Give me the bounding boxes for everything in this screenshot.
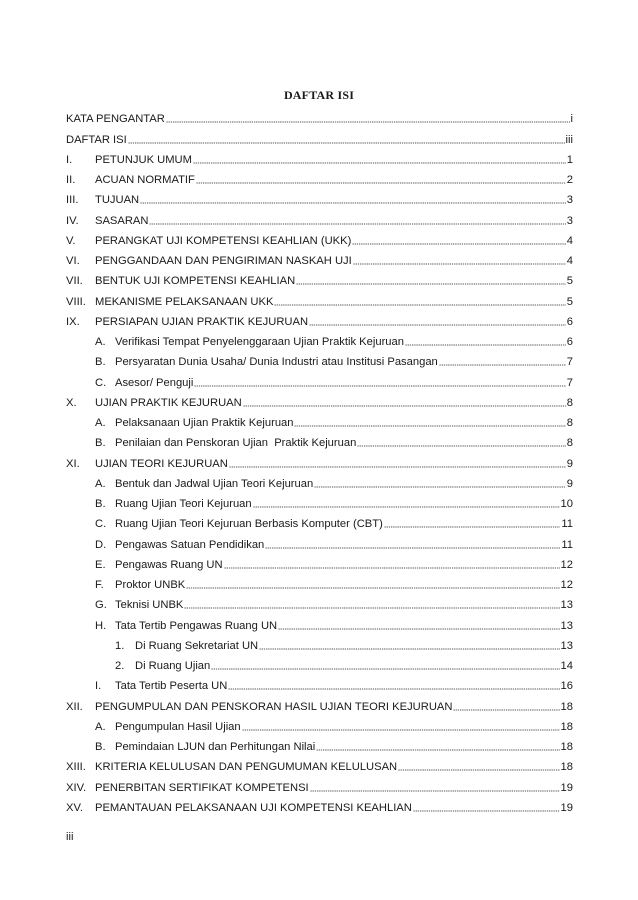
toc-entry[interactable] bbox=[66, 592, 573, 612]
toc-entry-number: H. bbox=[95, 619, 107, 632]
toc-entry-page: 7 bbox=[566, 376, 573, 389]
toc-entry-title: Proktor UNBK bbox=[115, 579, 186, 591]
toc-entry-page: 18 bbox=[560, 700, 573, 713]
toc-entry-number: B. bbox=[95, 437, 106, 450]
toc-dot-leader bbox=[242, 729, 560, 731]
toc-entry-title: TUJUAN bbox=[95, 194, 140, 207]
toc-dot-leader bbox=[294, 425, 565, 427]
toc-dot-leader bbox=[352, 243, 565, 245]
toc-entry-page: iii bbox=[565, 133, 573, 146]
toc-entry[interactable] bbox=[66, 673, 573, 693]
toc-entry-page: 2 bbox=[566, 174, 573, 186]
toc-entry[interactable] bbox=[66, 390, 573, 410]
toc-entry-number: C. bbox=[95, 518, 107, 531]
toc-dot-leader bbox=[196, 182, 566, 184]
toc-entry-number: A. bbox=[95, 720, 106, 733]
toc-entry-title: Di Ruang Ujian bbox=[135, 660, 211, 672]
toc-entry[interactable] bbox=[66, 248, 573, 268]
toc-entry[interactable] bbox=[66, 633, 573, 653]
toc-entry-title: UJIAN TEORI KEJURUAN bbox=[95, 457, 228, 470]
toc-dot-leader bbox=[224, 567, 560, 569]
toc-entry-title: Teknisi UNBK bbox=[115, 599, 184, 612]
toc-entry-title: Ruang Ujian Teori Kejuruan Berbasis Komputer (CBT) bbox=[115, 518, 383, 531]
toc-entry[interactable] bbox=[66, 268, 573, 288]
toc-entry[interactable] bbox=[66, 795, 573, 815]
toc-entry[interactable] bbox=[66, 147, 573, 167]
toc-entry-number: XI. bbox=[66, 457, 80, 470]
toc-entry-number: C. bbox=[95, 376, 107, 389]
toc-entry-number: I. bbox=[95, 680, 102, 693]
toc-entry-title: Pengumpulan Hasil Ujian bbox=[115, 720, 241, 733]
toc-dot-leader bbox=[128, 142, 565, 144]
toc-entry-title: PERANGKAT UJI KOMPETENSI KEAHLIAN (UKK) bbox=[95, 234, 352, 247]
toc-dot-leader bbox=[453, 709, 559, 711]
toc-entry-number: VII. bbox=[66, 275, 83, 288]
toc-entry-number: G. bbox=[95, 599, 107, 612]
toc-entry[interactable] bbox=[66, 471, 573, 491]
toc-dot-leader bbox=[310, 790, 560, 792]
toc-entry[interactable] bbox=[66, 653, 573, 673]
toc-entry-number: A. bbox=[95, 417, 106, 429]
toc-entry-number: 1. bbox=[115, 639, 125, 652]
toc-dot-leader bbox=[296, 283, 566, 285]
toc-dot-leader bbox=[384, 526, 561, 528]
toc-entry-title: PENGGANDAAN DAN PENGIRIMAN NASKAH UJI bbox=[95, 255, 352, 267]
toc-entry-number: V. bbox=[66, 234, 76, 247]
toc-dot-leader bbox=[243, 405, 566, 407]
toc-entry[interactable] bbox=[66, 450, 573, 470]
toc-entry-number: XIII. bbox=[66, 761, 86, 774]
toc-dot-leader bbox=[278, 628, 559, 630]
page-title: DAFTAR ISI bbox=[283, 88, 355, 102]
toc-entry-page: 19 bbox=[560, 781, 573, 794]
toc-dot-leader bbox=[353, 263, 566, 265]
toc-entry-page: 1 bbox=[566, 153, 573, 166]
toc-entry[interactable] bbox=[66, 430, 573, 450]
toc-entry-number: IX. bbox=[66, 315, 80, 328]
toc-entry-page: 6 bbox=[566, 315, 573, 328]
toc-entry-page: 13 bbox=[560, 599, 573, 612]
toc-entry-page: 16 bbox=[560, 680, 573, 693]
toc-entry-title: Asesor/ Penguji bbox=[115, 376, 194, 389]
toc-entry-title: Pengawas Satuan Pendidikan bbox=[115, 538, 265, 551]
toc-entry[interactable] bbox=[66, 349, 573, 369]
toc-entry-page: 14 bbox=[560, 660, 573, 672]
toc-dot-leader bbox=[274, 304, 565, 306]
toc-entry[interactable] bbox=[66, 572, 573, 592]
toc-entry-title: UJIAN PRAKTIK KEJURUAN bbox=[95, 396, 242, 409]
toc-entry-title: Verifikasi Tempat Penyelenggaraan Ujian Praktik Kejuruan bbox=[115, 336, 404, 348]
toc-dot-leader bbox=[228, 688, 559, 690]
toc-entry-number: VI. bbox=[66, 255, 80, 267]
table-of-contents bbox=[66, 106, 573, 815]
toc-dot-leader bbox=[194, 385, 565, 387]
toc-entry-title: BENTUK UJI KOMPETENSI KEAHLIAN bbox=[95, 275, 296, 288]
toc-entry-number: A. bbox=[95, 477, 106, 490]
toc-entry-title: Tata Tertib Pengawas Ruang UN bbox=[115, 619, 278, 632]
toc-entry[interactable] bbox=[66, 126, 573, 146]
toc-dot-leader bbox=[184, 607, 559, 609]
toc-entry[interactable] bbox=[66, 774, 573, 794]
toc-entry-page: 13 bbox=[560, 619, 573, 632]
toc-dot-leader bbox=[316, 749, 559, 751]
toc-entry-number: B. bbox=[95, 498, 106, 510]
toc-entry-title: ACUAN NORMATIF bbox=[95, 174, 195, 186]
toc-dot-leader bbox=[265, 547, 560, 549]
toc-entry-number: F. bbox=[95, 579, 104, 591]
toc-entry-page: 8 bbox=[566, 417, 573, 429]
toc-entry-title: Tata Tertib Peserta UN bbox=[115, 680, 228, 693]
toc-dot-leader bbox=[405, 344, 566, 346]
toc-entry-page: 9 bbox=[566, 457, 573, 470]
toc-dot-leader bbox=[309, 324, 566, 326]
toc-entry-title: SASARAN bbox=[95, 214, 149, 227]
toc-entry-title: Persyaratan Dunia Usaha/ Dunia Industri atau Institusi Pasangan bbox=[115, 356, 438, 369]
toc-entry[interactable] bbox=[66, 410, 573, 430]
toc-entry-title: Penilaian dan Penskoran Ujian Praktik Kejuruan bbox=[115, 437, 357, 450]
toc-entry[interactable] bbox=[66, 187, 573, 207]
toc-dot-leader bbox=[357, 445, 565, 447]
toc-entry-page: 19 bbox=[560, 801, 573, 814]
toc-dot-leader bbox=[413, 810, 560, 812]
toc-entry-page: 3 bbox=[566, 194, 573, 207]
toc-entry-title: PEMANTAUAN PELAKSANAAN UJI KOMPETENSI KEAHLIAN bbox=[95, 801, 412, 814]
toc-entry-page: 12 bbox=[560, 558, 573, 571]
toc-entry-page: 18 bbox=[560, 720, 573, 733]
toc-entry-number: III. bbox=[66, 194, 79, 207]
toc-entry[interactable] bbox=[66, 693, 573, 713]
toc-entry-page: 3 bbox=[566, 214, 573, 227]
toc-entry-number: B. bbox=[95, 741, 106, 753]
toc-entry[interactable] bbox=[66, 754, 573, 774]
toc-dot-leader bbox=[193, 162, 566, 164]
toc-entry-page: 18 bbox=[560, 741, 573, 753]
toc-dot-leader bbox=[186, 587, 559, 589]
toc-entry[interactable] bbox=[66, 552, 573, 572]
toc-entry-page: 4 bbox=[566, 255, 573, 267]
toc-entry-number: II. bbox=[66, 174, 76, 186]
toc-entry-page: 12 bbox=[560, 579, 573, 591]
toc-entry-title: PERSIAPAN UJIAN PRAKTIK KEJURUAN bbox=[95, 315, 309, 328]
toc-entry-number: E. bbox=[95, 558, 106, 571]
toc-dot-leader bbox=[149, 223, 565, 225]
toc-entry[interactable] bbox=[66, 228, 573, 248]
toc-entry-title: Pemindaian LJUN dan Perhitungan Nilai bbox=[115, 741, 316, 753]
toc-entry[interactable] bbox=[66, 369, 573, 389]
toc-entry-title: DAFTAR ISI bbox=[66, 133, 127, 146]
toc-entry[interactable] bbox=[66, 531, 573, 551]
toc-dot-leader bbox=[211, 668, 559, 670]
toc-entry-title: KATA PENGANTAR bbox=[66, 113, 165, 126]
toc-dot-leader bbox=[166, 121, 570, 123]
toc-entry[interactable] bbox=[66, 207, 573, 227]
toc-dot-leader bbox=[398, 769, 559, 771]
toc-entry-number: D. bbox=[95, 538, 107, 551]
toc-entry-title: Bentuk dan Jadwal Ujian Teori Kejuruan bbox=[115, 477, 314, 490]
toc-entry-page: 4 bbox=[566, 234, 573, 247]
toc-entry[interactable] bbox=[66, 511, 573, 531]
toc-entry-title: PETUNJUK UMUM bbox=[95, 153, 192, 166]
toc-entry-number: VIII. bbox=[66, 295, 86, 308]
toc-dot-leader bbox=[439, 364, 566, 366]
toc-entry-page: 9 bbox=[566, 477, 573, 490]
toc-entry-title: PENGUMPULAN DAN PENSKORAN HASIL UJIAN TEORI KEJURUAN bbox=[95, 700, 453, 713]
toc-entry-page: 8 bbox=[566, 437, 573, 450]
toc-entry-page: 7 bbox=[566, 356, 573, 369]
toc-entry-page: 6 bbox=[566, 336, 573, 348]
toc-entry-page: 18 bbox=[560, 761, 573, 774]
toc-entry-title: PENERBITAN SERTIFIKAT KOMPETENSI bbox=[95, 781, 309, 794]
toc-entry-number: XII. bbox=[66, 700, 83, 713]
toc-dot-leader bbox=[140, 202, 566, 204]
toc-entry[interactable] bbox=[66, 309, 573, 329]
toc-entry-number: XV. bbox=[66, 801, 84, 814]
toc-entry-number: IV. bbox=[66, 214, 79, 227]
toc-entry-number: B. bbox=[95, 356, 106, 369]
toc-entry-number: I. bbox=[66, 153, 73, 166]
toc-entry[interactable] bbox=[66, 167, 573, 187]
toc-entry-page: 5 bbox=[566, 295, 573, 308]
toc-entry[interactable] bbox=[66, 106, 573, 126]
toc-entry-page: i bbox=[570, 113, 573, 126]
toc-entry-number: XIV. bbox=[66, 781, 87, 794]
toc-entry-title: Pengawas Ruang UN bbox=[115, 558, 223, 571]
toc-entry-page: 5 bbox=[566, 275, 573, 288]
toc-entry[interactable] bbox=[66, 612, 573, 632]
toc-entry-page: 11 bbox=[561, 538, 573, 551]
toc-entry-title: KRITERIA KELULUSAN DAN PENGUMUMAN KELULUSAN bbox=[95, 761, 398, 774]
toc-dot-leader bbox=[229, 466, 566, 468]
toc-dot-leader bbox=[253, 506, 560, 508]
toc-dot-leader bbox=[314, 486, 566, 488]
toc-entry-page: 8 bbox=[566, 396, 573, 409]
toc-entry-page: 10 bbox=[560, 498, 573, 510]
toc-entry[interactable] bbox=[66, 491, 573, 511]
toc-entry-title: MEKANISME PELAKSANAAN UKK bbox=[95, 295, 274, 308]
toc-entry-number: X. bbox=[66, 396, 77, 409]
toc-entry-title: Ruang Ujian Teori Kejuruan bbox=[115, 498, 252, 510]
toc-entry[interactable] bbox=[66, 714, 573, 734]
toc-entry-title: Di Ruang Sekretariat UN bbox=[135, 639, 259, 652]
toc-entry-page: 13 bbox=[560, 639, 573, 652]
toc-dot-leader bbox=[259, 648, 559, 650]
toc-entry[interactable] bbox=[66, 329, 573, 349]
page-number-footer: iii bbox=[66, 831, 74, 843]
toc-entry-number: 2. bbox=[115, 660, 125, 672]
toc-entry-page: 11 bbox=[561, 518, 573, 531]
toc-entry[interactable] bbox=[66, 288, 573, 308]
toc-entry-number: A. bbox=[95, 336, 106, 348]
toc-entry[interactable] bbox=[66, 734, 573, 754]
toc-entry-title: Pelaksanaan Ujian Praktik Kejuruan bbox=[115, 417, 294, 429]
